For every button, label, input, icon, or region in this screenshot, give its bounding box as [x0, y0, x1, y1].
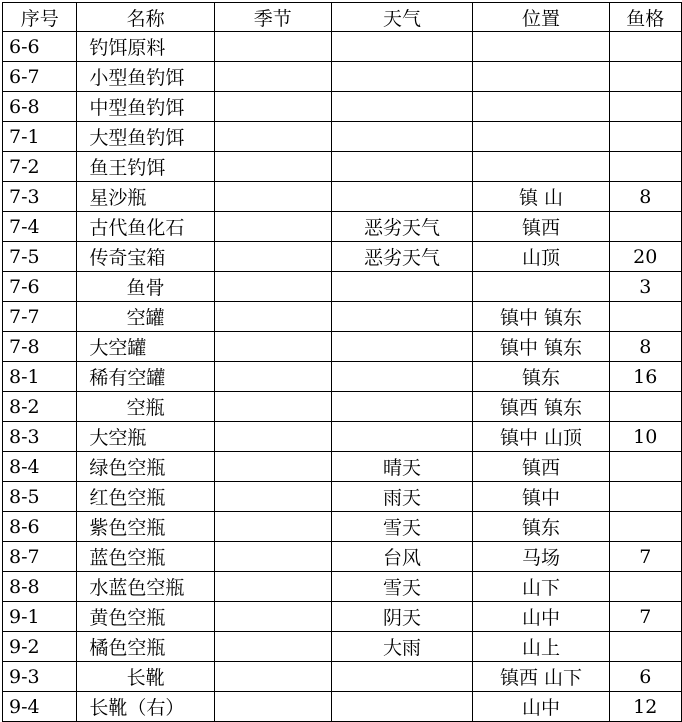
cell-location: [473, 92, 609, 122]
cell-id: 9-4: [3, 692, 77, 722]
cell-season: [214, 32, 331, 62]
table-row: [3, 212, 682, 242]
cell-id: 8-3: [3, 422, 77, 452]
cell-id: 7-2: [3, 152, 77, 182]
table-body: [3, 32, 682, 722]
cell-name: 鱼骨: [77, 272, 214, 302]
cell-id: 7-7: [3, 302, 77, 332]
cell-weather: 雪天: [331, 572, 473, 602]
cell-weather: 恶劣天气: [331, 242, 473, 272]
table-row: [3, 602, 682, 632]
cell-grid: 8: [609, 332, 681, 362]
cell-grid: 10: [609, 422, 681, 452]
cell-location: 镇东: [473, 362, 609, 392]
cell-grid: [609, 92, 681, 122]
cell-grid: 6: [609, 662, 681, 692]
header-id: 序号: [3, 3, 77, 32]
cell-season: [214, 302, 331, 332]
cell-name: 空瓶: [77, 392, 214, 422]
cell-weather: [331, 122, 473, 152]
cell-id: 8-1: [3, 362, 77, 392]
cell-season: [214, 122, 331, 152]
cell-id: 7-1: [3, 122, 77, 152]
cell-season: [214, 92, 331, 122]
cell-id: 8-7: [3, 542, 77, 572]
cell-location: 镇西: [473, 452, 609, 482]
cell-location: 镇中 镇东: [473, 332, 609, 362]
cell-weather: 雨天: [331, 482, 473, 512]
cell-name: 大空瓶: [77, 422, 214, 452]
table-row: [3, 482, 682, 512]
table-header: [3, 3, 682, 32]
cell-grid: [609, 452, 681, 482]
table-row: [3, 572, 682, 602]
cell-season: [214, 572, 331, 602]
table-row: [3, 332, 682, 362]
cell-name: 传奇宝箱: [77, 242, 214, 272]
cell-id: 8-4: [3, 452, 77, 482]
cell-season: [214, 512, 331, 542]
cell-name: 紫色空瓶: [77, 512, 214, 542]
cell-location: 山顶: [473, 242, 609, 272]
cell-grid: [609, 122, 681, 152]
cell-location: 山中: [473, 692, 609, 722]
cell-weather: 阴天: [331, 602, 473, 632]
cell-location: 山上: [473, 632, 609, 662]
item-table: [2, 2, 682, 722]
table-row: [3, 362, 682, 392]
cell-location: 镇西 山下: [473, 662, 609, 692]
table-row: [3, 422, 682, 452]
cell-name: 红色空瓶: [77, 482, 214, 512]
cell-name: 大型鱼钓饵: [77, 122, 214, 152]
cell-season: [214, 272, 331, 302]
cell-weather: [331, 302, 473, 332]
cell-season: [214, 332, 331, 362]
table-row: [3, 272, 682, 302]
cell-weather: 大雨: [331, 632, 473, 662]
cell-season: [214, 602, 331, 632]
cell-grid: [609, 632, 681, 662]
table-row: [3, 182, 682, 212]
cell-location: 镇中: [473, 482, 609, 512]
cell-location: 山中: [473, 602, 609, 632]
cell-name: 绿色空瓶: [77, 452, 214, 482]
cell-name: 中型鱼钓饵: [77, 92, 214, 122]
cell-name: 蓝色空瓶: [77, 542, 214, 572]
table-row: [3, 542, 682, 572]
cell-name: 长靴: [77, 662, 214, 692]
cell-name: 鱼王钓饵: [77, 152, 214, 182]
cell-id: 6-8: [3, 92, 77, 122]
cell-season: [214, 392, 331, 422]
cell-season: [214, 692, 331, 722]
cell-location: 镇中 山顶: [473, 422, 609, 452]
cell-id: 6-6: [3, 32, 77, 62]
cell-grid: 7: [609, 602, 681, 632]
cell-grid: [609, 392, 681, 422]
cell-weather: 晴天: [331, 452, 473, 482]
cell-season: [214, 542, 331, 572]
cell-name: 钓饵原料: [77, 32, 214, 62]
cell-name: 古代鱼化石: [77, 212, 214, 242]
table-row: [3, 92, 682, 122]
cell-season: [214, 182, 331, 212]
cell-grid: [609, 302, 681, 332]
cell-grid: 20: [609, 242, 681, 272]
cell-season: [214, 212, 331, 242]
cell-grid: [609, 572, 681, 602]
cell-weather: [331, 422, 473, 452]
cell-location: 镇西 镇东: [473, 392, 609, 422]
cell-weather: 台风: [331, 542, 473, 572]
cell-grid: [609, 32, 681, 62]
table-row: [3, 302, 682, 332]
header-row: [3, 3, 682, 32]
cell-name: 小型鱼钓饵: [77, 62, 214, 92]
cell-id: 6-7: [3, 62, 77, 92]
table-row: [3, 32, 682, 62]
cell-location: 镇东: [473, 512, 609, 542]
cell-grid: 12: [609, 692, 681, 722]
cell-grid: [609, 152, 681, 182]
cell-season: [214, 62, 331, 92]
cell-season: [214, 422, 331, 452]
header-grid: 鱼格: [609, 3, 681, 32]
cell-weather: [331, 662, 473, 692]
cell-weather: [331, 692, 473, 722]
table-row: [3, 62, 682, 92]
cell-season: [214, 632, 331, 662]
cell-location: 马场: [473, 542, 609, 572]
header-location: 位置: [473, 3, 609, 32]
header-season: 季节: [214, 3, 331, 32]
header-name: 名称: [77, 3, 214, 32]
cell-location: [473, 32, 609, 62]
table-row: [3, 512, 682, 542]
cell-name: 橘色空瓶: [77, 632, 214, 662]
cell-weather: [331, 362, 473, 392]
cell-season: [214, 482, 331, 512]
cell-name: 长靴（右）: [77, 692, 214, 722]
cell-id: 9-2: [3, 632, 77, 662]
cell-id: 8-2: [3, 392, 77, 422]
cell-grid: 7: [609, 542, 681, 572]
table-row: [3, 392, 682, 422]
cell-season: [214, 362, 331, 392]
cell-location: 山下: [473, 572, 609, 602]
cell-weather: [331, 92, 473, 122]
cell-weather: [331, 32, 473, 62]
cell-id: 7-6: [3, 272, 77, 302]
cell-id: 9-1: [3, 602, 77, 632]
cell-location: 镇西: [473, 212, 609, 242]
cell-id: 7-5: [3, 242, 77, 272]
header-weather: 天气: [331, 3, 473, 32]
cell-grid: 3: [609, 272, 681, 302]
cell-weather: 雪天: [331, 512, 473, 542]
cell-weather: [331, 152, 473, 182]
cell-season: [214, 152, 331, 182]
cell-location: 镇 山: [473, 182, 609, 212]
table-row: [3, 152, 682, 182]
table-row: [3, 452, 682, 482]
cell-weather: 恶劣天气: [331, 212, 473, 242]
cell-weather: [331, 272, 473, 302]
cell-weather: [331, 182, 473, 212]
cell-season: [214, 452, 331, 482]
cell-location: [473, 152, 609, 182]
table-row: [3, 122, 682, 152]
cell-id: 8-5: [3, 482, 77, 512]
cell-grid: 16: [609, 362, 681, 392]
cell-location: [473, 122, 609, 152]
cell-season: [214, 662, 331, 692]
cell-id: 8-6: [3, 512, 77, 542]
table-row: [3, 662, 682, 692]
table-row: [3, 692, 682, 722]
cell-weather: [331, 332, 473, 362]
cell-name: 黄色空瓶: [77, 602, 214, 632]
cell-location: 镇中 镇东: [473, 302, 609, 332]
cell-weather: [331, 62, 473, 92]
cell-grid: [609, 62, 681, 92]
cell-weather: [331, 392, 473, 422]
cell-season: [214, 242, 331, 272]
cell-name: 水蓝色空瓶: [77, 572, 214, 602]
cell-id: 7-3: [3, 182, 77, 212]
table-row: [3, 632, 682, 662]
cell-name: 空罐: [77, 302, 214, 332]
cell-grid: 8: [609, 182, 681, 212]
cell-id: 7-4: [3, 212, 77, 242]
cell-grid: [609, 212, 681, 242]
cell-name: 星沙瓶: [77, 182, 214, 212]
cell-grid: [609, 482, 681, 512]
cell-location: [473, 62, 609, 92]
cell-grid: [609, 512, 681, 542]
cell-name: 大空罐: [77, 332, 214, 362]
cell-id: 7-8: [3, 332, 77, 362]
cell-name: 稀有空罐: [77, 362, 214, 392]
cell-id: 9-3: [3, 662, 77, 692]
cell-location: [473, 272, 609, 302]
cell-id: 8-8: [3, 572, 77, 602]
table-row: [3, 242, 682, 272]
